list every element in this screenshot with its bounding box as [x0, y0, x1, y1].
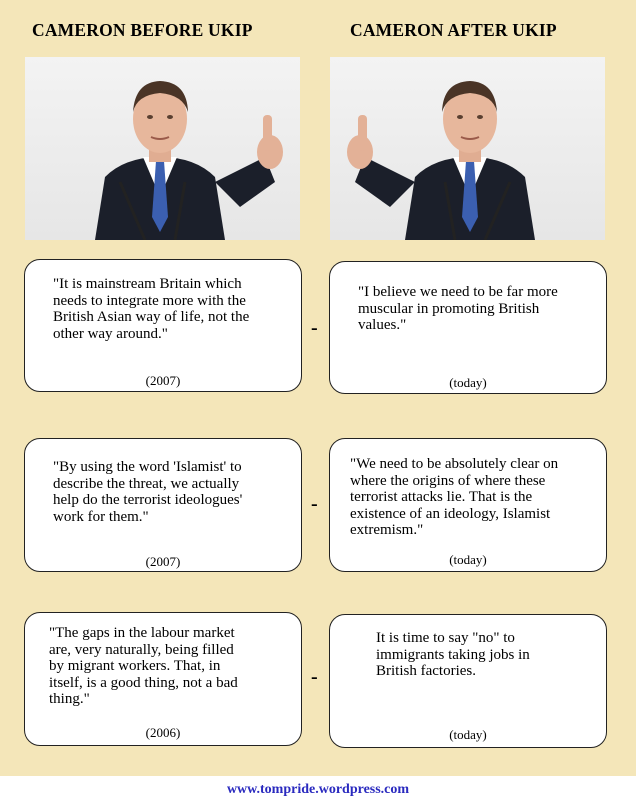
quote-text-before-1: "It is mainstream Britain which needs to integrate more with the British Asian way of life, not the other way around.": [53, 276, 250, 342]
heading-before-ukip: CAMERON BEFORE UKIP: [32, 20, 253, 40]
footer-website-link[interactable]: www.tompride.wordpress.com: [226, 782, 410, 797]
quote-box-after-3: [329, 614, 607, 748]
separator-dash-2: -: [311, 493, 318, 515]
quote-text-after-3: It is time to say "no" to immigrants taking jobs in British factories.: [376, 630, 530, 679]
photo-cameron-after: [330, 57, 605, 240]
separator-dash-1: -: [311, 317, 318, 339]
quote-date-after-1: (today): [449, 375, 487, 390]
photo-cameron-before: [25, 57, 300, 240]
quote-box-after-1: [329, 261, 607, 394]
heading-after-ukip: CAMERON AFTER UKIP: [350, 20, 557, 40]
quote-text-before-3: "The gaps in the labour market are, very naturally, being filled by migrant workers. That, in itself, is a good thing, not a bad thing.": [49, 625, 238, 707]
quote-date-before-3: (2006): [145, 725, 181, 740]
quote-text-after-2: "We need to be absolutely clear on where the origins of where these terrorist attacks lie. That is the existence of an ideology, Islamist extremism.": [350, 456, 559, 538]
quote-box-before-3: [24, 612, 302, 746]
quote-text-after-1: "I believe we need to be far more muscular in promoting British values.": [358, 284, 558, 333]
quote-text-before-2: "By using the word 'Islamist' to describe the threat, we actually help do the terrorist ideologues' work for them.": [53, 459, 243, 525]
quote-date-before-2: (2007): [145, 554, 181, 569]
quote-date-after-2: (today): [449, 552, 487, 567]
quote-box-before-1: [24, 259, 302, 392]
quote-date-before-1: (2007): [145, 373, 181, 388]
quote-box-after-2: [329, 438, 607, 572]
quote-box-before-2: [24, 438, 302, 572]
quote-date-after-3: (today): [449, 727, 487, 742]
separator-dash-3: -: [311, 666, 318, 688]
